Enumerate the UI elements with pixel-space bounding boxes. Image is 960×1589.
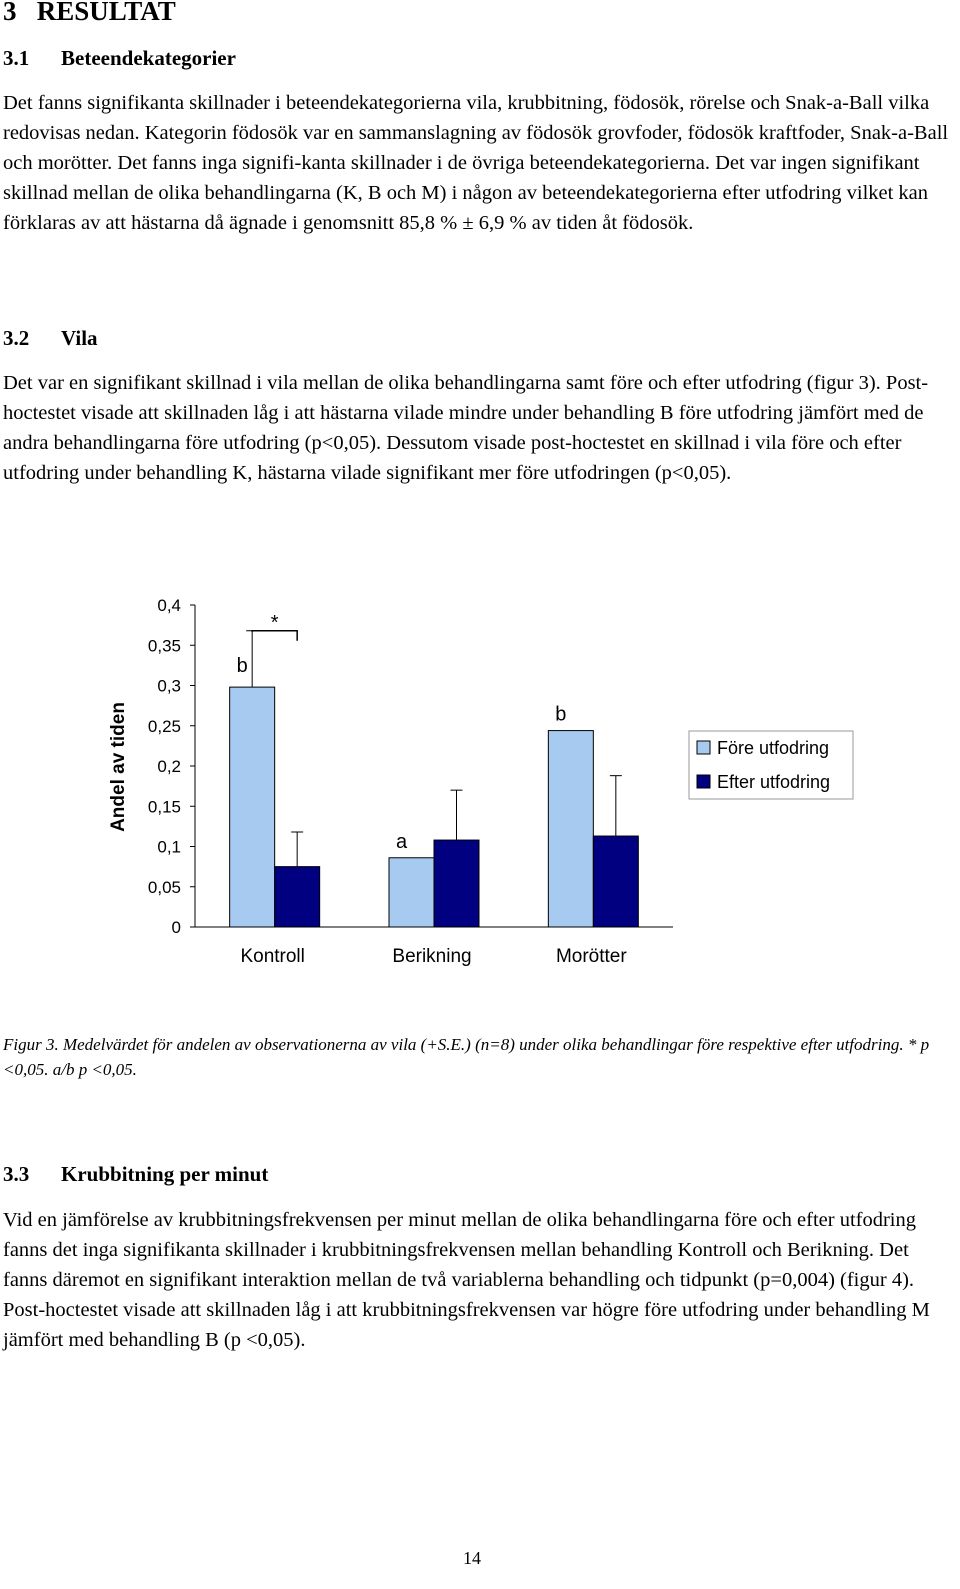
legend-swatch (697, 741, 710, 754)
legend (689, 731, 853, 799)
section-heading-3-3 (3, 1162, 268, 1187)
x-axis-labels (240, 946, 627, 967)
legend-label: Efter utfodring (717, 772, 831, 792)
chapter-title: RESULTAT (36, 0, 176, 26)
section-3-2-paragraph: Det var en signifikant skillnad i vila mellan de olika behandlingarna samt före och efter utfodring (figur 3). Post-hoctestet visade att skillnaden låg i att hästarna vilade mindre under behandling B före utfodring jämfört med de andra behandlingarna före utfodring (p<0,05). Dessutom visade post-hoctestet en skillnad i vila före och efter utfodring under behandling K, hästarna vilade signifikant mer före utfodringen (p<0,05). (3, 372, 929, 484)
figure-caption: Figur 3. Medelvärdet för andelen av observationerna av vila (+S.E.) (n=8) under olika behandlingar före respektive efter utfodring. * p <0,05. a/b p <0,05. (3, 1035, 930, 1079)
section-number: 3.2 (3, 326, 30, 350)
section-number: 3.3 (3, 1162, 30, 1186)
bar-fore-2 (548, 731, 593, 927)
y-tick-label: 0,4 (157, 596, 181, 615)
section-title: Vila (61, 326, 98, 350)
chapter-heading (3, 0, 176, 27)
y-tick-label: 0 (171, 918, 181, 937)
bar-efter-2 (593, 836, 638, 927)
y-tick-label: 0,15 (147, 797, 181, 817)
legend-label: Före utfodring (717, 738, 830, 758)
section-heading-3-1 (3, 46, 236, 71)
page-number: 14 (463, 1548, 481, 1568)
bar-significance-letter: b (236, 655, 248, 678)
y-tick-label: 0,3 (157, 676, 181, 696)
y-tick-label: 0,1 (157, 837, 181, 857)
y-axis-title: Andel av tiden (108, 702, 129, 832)
section-title: Krubbitning per minut (61, 1162, 269, 1186)
legend-swatch (697, 775, 710, 788)
x-category-label: Morötter (555, 946, 627, 967)
y-tick-label: 0,25 (147, 716, 181, 736)
y-tick-label: 0,35 (147, 636, 181, 656)
section-heading-3-2 (3, 326, 98, 351)
vila-bar-chart (0, 580, 960, 1000)
bar-significance-letter: a (395, 830, 408, 853)
bar-efter-0 (275, 867, 320, 927)
y-tick-label: 0,2 (157, 757, 181, 776)
y-tick-label: 0,05 (147, 877, 181, 897)
x-category-label: Kontroll (240, 946, 305, 967)
bars (230, 612, 639, 927)
section-number: 3.1 (3, 46, 30, 70)
x-category-label: Berikning (392, 946, 472, 967)
bar-fore-0 (230, 687, 275, 927)
bar-fore-1 (389, 858, 434, 927)
bar-efter-1 (434, 840, 479, 927)
chapter-number: 3 (3, 0, 17, 26)
bar-significance-letter: b (555, 703, 567, 726)
section-3-3-paragraph: Vid en jämförelse av krubbitningsfrekvensen per minut mellan de olika behandlingarna före och efter utfodring fanns det inga signifikanta skillnader i krubbitningsfrekvensen mellan behandling Kontroll och Berikning. Det fanns däremot en signifikant interaktion mellan de två variablerna behandling och tidpunkt (p=0,004) (figur 4). Post-hoctestet visade att skillnaden låg i att krubbitningsfrekvensen var högre före utfodring under behandling M jämfört med behandling B (p <0,05). (3, 1209, 930, 1351)
significance-star: * (270, 611, 279, 634)
section-title: Beteendekategorier (61, 46, 236, 70)
section-3-1-paragraph: Det fanns signifikanta skillnader i beteendekategorierna vila, krubbitning, födosök, rörelse och Snak-a-Ball vilka redovisas nedan. Kategorin födosök var en sammanslagning av födosök grovfoder, födosök kraftfoder, Snak-a-Ball och morötter. Det fanns inga signifi-kanta skillnader i de övriga beteendekategorierna. Det var ingen signifikant skillnad mellan de olika behandlingarna (K, B och M) i någon av beteendekategorierna efter utfodring vilket kan förklaras av att hästarna då ägnade i genomsnitt 85,8 % ± 6,9 % av tiden åt födosök. (3, 92, 949, 234)
